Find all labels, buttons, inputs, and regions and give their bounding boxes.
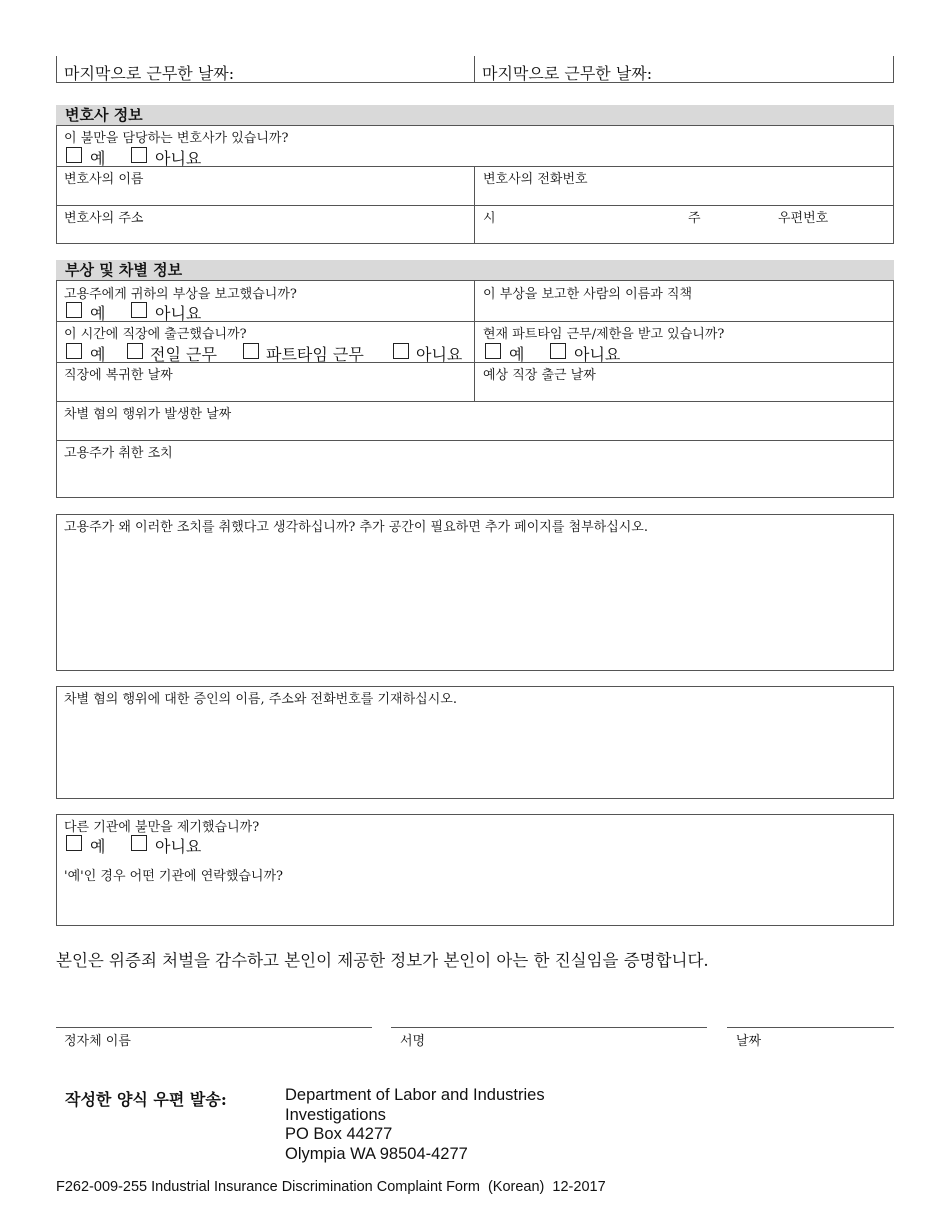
print-name-line[interactable] xyxy=(56,1027,372,1028)
other-agency-yes-checkbox[interactable] xyxy=(66,835,82,851)
working-no-label: 아니요 xyxy=(416,345,463,364)
parttime-no-checkbox[interactable] xyxy=(550,343,566,359)
form-footer: F262-009-255 Industrial Insurance Discrimination Complaint Form (Korean) 12-2017 xyxy=(56,1179,606,1195)
mail-address xyxy=(285,1086,545,1164)
other-agency-followup-field[interactable]: '예'인 경우 어떤 기관에 연락했습니까? xyxy=(64,869,284,884)
attorney-zip-field[interactable]: 우편번호 xyxy=(778,211,829,226)
divider xyxy=(474,56,475,83)
why-label: 고용주가 왜 이러한 조치를 취했다고 생각하십니까? 추가 공간이 필요하면 추가 페이지를 첨부하십시오. xyxy=(64,520,648,535)
mail-line-3: PO Box 44277 xyxy=(285,1125,393,1143)
mail-line-2: Investigations xyxy=(285,1105,386,1124)
working-yes-label: 예 xyxy=(90,345,106,364)
last-work-left-field[interactable]: 마지막으로 근무한 날짜: xyxy=(64,64,235,83)
attorney-name-field[interactable]: 변호사의 이름 xyxy=(64,172,144,187)
parttime-no-label: 아니요 xyxy=(574,345,621,364)
reported-no-checkbox[interactable] xyxy=(131,302,147,318)
attorney-yes-label: 예 xyxy=(90,149,106,168)
other-agency-no-label: 아니요 xyxy=(155,837,202,856)
discrimination-date-field[interactable]: 차별 혐의 행위가 발생한 날짜 xyxy=(64,407,232,422)
attorney-state-field[interactable]: 주 xyxy=(688,211,701,226)
return-date-field[interactable]: 직장에 복귀한 날짜 xyxy=(64,368,173,383)
working-yes-checkbox[interactable] xyxy=(66,343,82,359)
working-fulltime-checkbox[interactable] xyxy=(127,343,143,359)
other-agency-yes-label: 예 xyxy=(90,837,106,856)
print-name-label: 정자체 이름 xyxy=(64,1034,131,1049)
signature-label: 서명 xyxy=(400,1034,426,1049)
date-line[interactable] xyxy=(727,1027,894,1028)
attorney-yes-checkbox[interactable] xyxy=(66,147,82,163)
mail-line-4: Olympia WA 98504-4277 xyxy=(285,1144,468,1163)
last-work-right-field[interactable]: 마지막으로 근무한 날짜: xyxy=(482,64,653,83)
attorney-phone-field[interactable]: 변호사의 전화번호 xyxy=(483,172,588,187)
divider xyxy=(56,205,894,206)
signature-line[interactable] xyxy=(391,1027,707,1028)
injury-section-header: 부상 및 차별 정보 xyxy=(56,260,894,280)
working-parttime-checkbox[interactable] xyxy=(243,343,259,359)
reported-no-label: 아니요 xyxy=(155,304,202,323)
other-agency-no-checkbox[interactable] xyxy=(131,835,147,851)
date-label: 날짜 xyxy=(736,1034,762,1049)
attorney-city-field[interactable]: 시 xyxy=(483,211,496,226)
divider xyxy=(56,440,894,441)
mail-line-1: Department of Labor and Industries xyxy=(285,1086,545,1104)
mail-to-label: 작성한 양식 우편 발송: xyxy=(65,1090,227,1109)
attorney-no-label: 아니요 xyxy=(155,149,202,168)
reported-yes-label: 예 xyxy=(90,304,106,323)
attorney-no-checkbox[interactable] xyxy=(131,147,147,163)
witness-label: 차별 혐의 행위에 대한 증인의 이름, 주소와 전화번호를 기재하십시오. xyxy=(64,692,457,707)
expected-date-field[interactable]: 예상 직장 출근 날짜 xyxy=(483,368,596,383)
other-agency-question: 다른 기관에 불만을 제기했습니까? xyxy=(64,820,260,835)
divider xyxy=(474,166,475,244)
working-fulltime-label: 전일 근무 xyxy=(150,345,217,364)
attorney-question: 이 불만을 담당하는 변호사가 있습니까? xyxy=(64,131,289,146)
why-textarea[interactable] xyxy=(56,514,894,671)
reporter-field[interactable]: 이 부상을 보고한 사람의 이름과 직책 xyxy=(483,287,693,302)
parttime-yes-checkbox[interactable] xyxy=(485,343,501,359)
working-no-checkbox[interactable] xyxy=(393,343,409,359)
certification-text: 본인은 위증죄 처벌을 감수하고 본인이 제공한 정보가 본인이 아는 한 진실임을 증명합니다. xyxy=(56,951,709,970)
divider xyxy=(474,280,475,401)
employer-action-field[interactable]: 고용주가 취한 조치 xyxy=(64,446,173,461)
reported-question: 고용주에게 귀하의 부상을 보고했습니까? xyxy=(64,287,297,302)
attorney-section-header: 변호사 정보 xyxy=(56,105,894,125)
divider xyxy=(56,401,894,402)
attorney-address-field[interactable]: 변호사의 주소 xyxy=(64,211,144,226)
reported-yes-checkbox[interactable] xyxy=(66,302,82,318)
parttime-yes-label: 예 xyxy=(509,345,525,364)
parttime-question: 현재 파트타임 근무/제한을 받고 있습니까? xyxy=(483,327,725,342)
working-question: 이 시간에 직장에 출근했습니까? xyxy=(64,327,247,342)
working-parttime-label: 파트타임 근무 xyxy=(266,345,364,364)
